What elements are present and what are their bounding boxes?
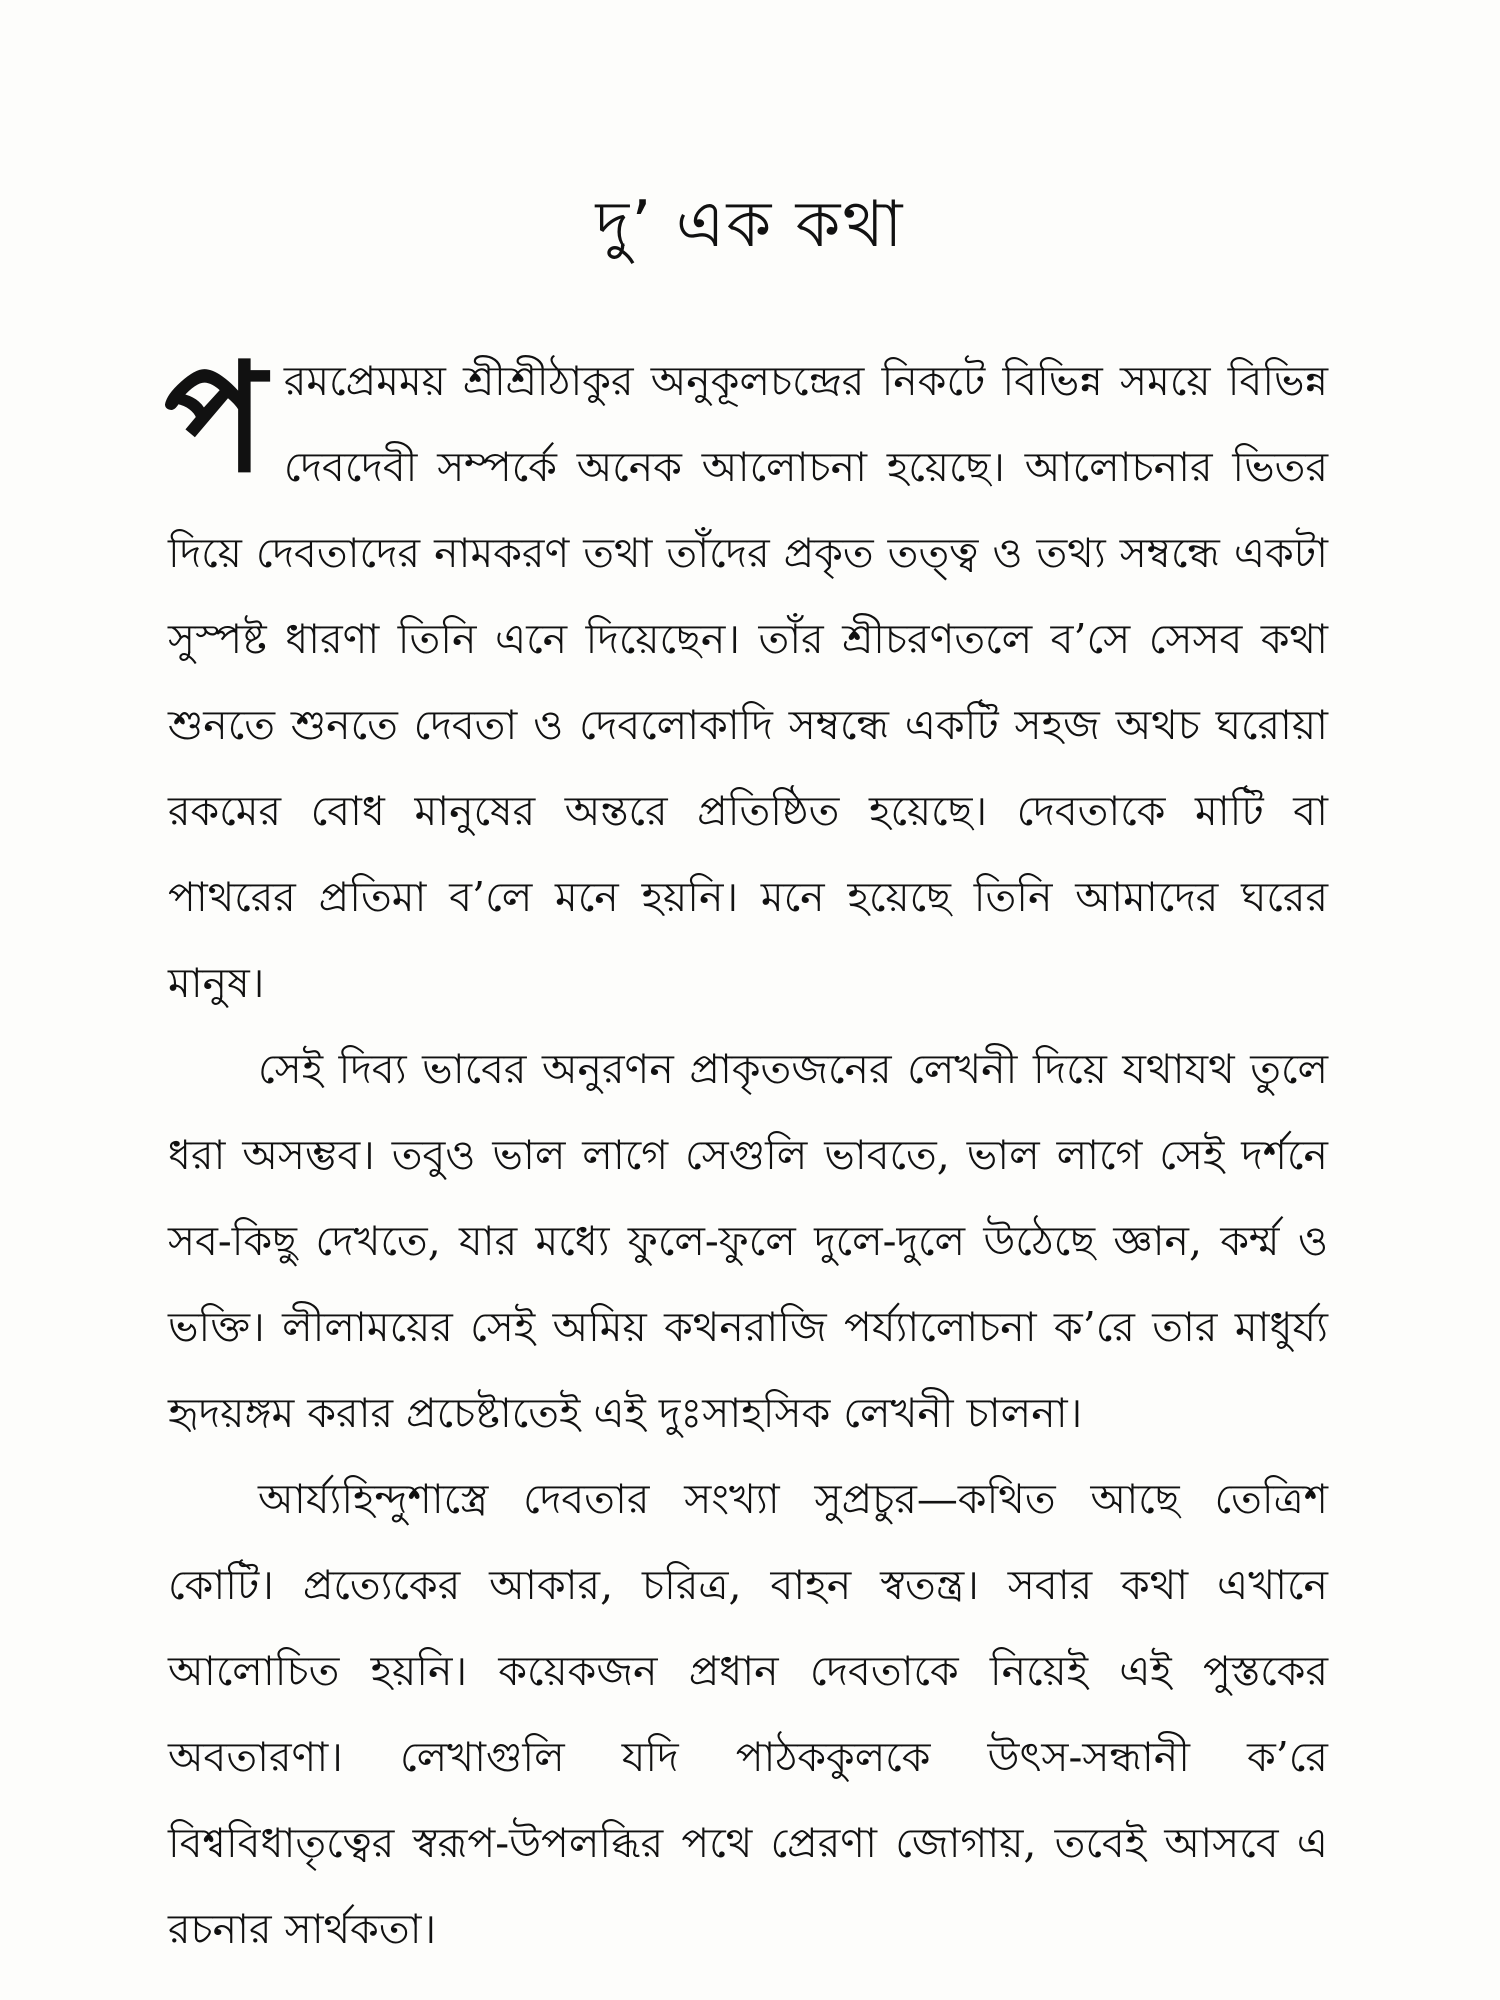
body-text bbox=[164, 332, 1328, 1972]
page-title: দু’ এক কথা bbox=[595, 188, 905, 262]
paragraph-2: সেই দিব্য ভাবের অনুরণন প্রাকৃতজনের লেখনী দিয়ে যথাযথ তুলে ধরা অসম্ভব। তবুও ভাল লাগে সেগুলি ভাবতে, ভাল লাগে সেই দর্শনে সব-কিছু দেখতে, যার মধ্যে ফুলে-ফুলে দুলে-দুলে উঠেছে জ্ঞান, কর্ম্ম ও ভক্তি। লীলাময়ের সেই অমিয় কথনরাজি পর্য্যালোচনা ক’রে তার মাধুর্য্য হৃদয়ঙ্গম করার প্রচেষ্টাতেই এই দুঃসাহসিক লেখনী চালনা। bbox=[168, 1045, 1328, 1437]
drop-cap-letter: প bbox=[164, 332, 266, 506]
paragraph-1-text: রমপ্রেমময় শ্রীশ্রীঠাকুর অনুকূলচন্দ্রের নিকটে বিভিন্ন সময়ে বিভিন্ন দেবদেবী সম্পর্কে অনেক আলোচনা হয়েছে। আলোচনার ভিতর দিয়ে দেবতাদের নামকরণ তথা তাঁদের প্রকৃত তত্ত্ব ও তথ্য সম্বন্ধে একটা সুস্পষ্ট ধারণা তিনি এনে দিয়েছেন। তাঁর শ্রীচরণতলে ব’সে সেসব কথা শুনতে শুনতে দেবতা ও দেবলোকাদি সম্বন্ধে একটি সহজ অথচ ঘরোয়া রকমের বোধ মানুষের অন্তরে প্রতিষ্ঠিত হয়েছে। দেবতাকে মাটি বা পাথরের প্রতিমা ব’লে মনে হয়নি। মনে হয়েছে তিনি আমাদের ঘরের মানুষ। bbox=[168, 357, 1328, 1007]
paragraph-3: আর্য্যহিন্দুশাস্ত্রে দেবতার সংখ্যা সুপ্রচুর—কথিত আছে তেত্রিশ কোটি। প্রত্যেকের আকার, চরিত্র, বাহন স্বতন্ত্র। সবার কথা এখানে আলোচিত হয়নি। কয়েকজন প্রধান দেবতাকে নিয়েই এই পুস্তকের অবতারণা। লেখাগুলি যদি পাঠককুলকে উৎস-সন্ধানী ক’রে বিশ্ববিধাতৃত্বের স্বরূপ-উপলব্ধির পথে প্রেরণা জোগায়, তবেই আসবে এ রচনার সার্থকতা। bbox=[168, 1475, 1328, 1953]
paragraph-1 bbox=[164, 332, 1328, 1026]
